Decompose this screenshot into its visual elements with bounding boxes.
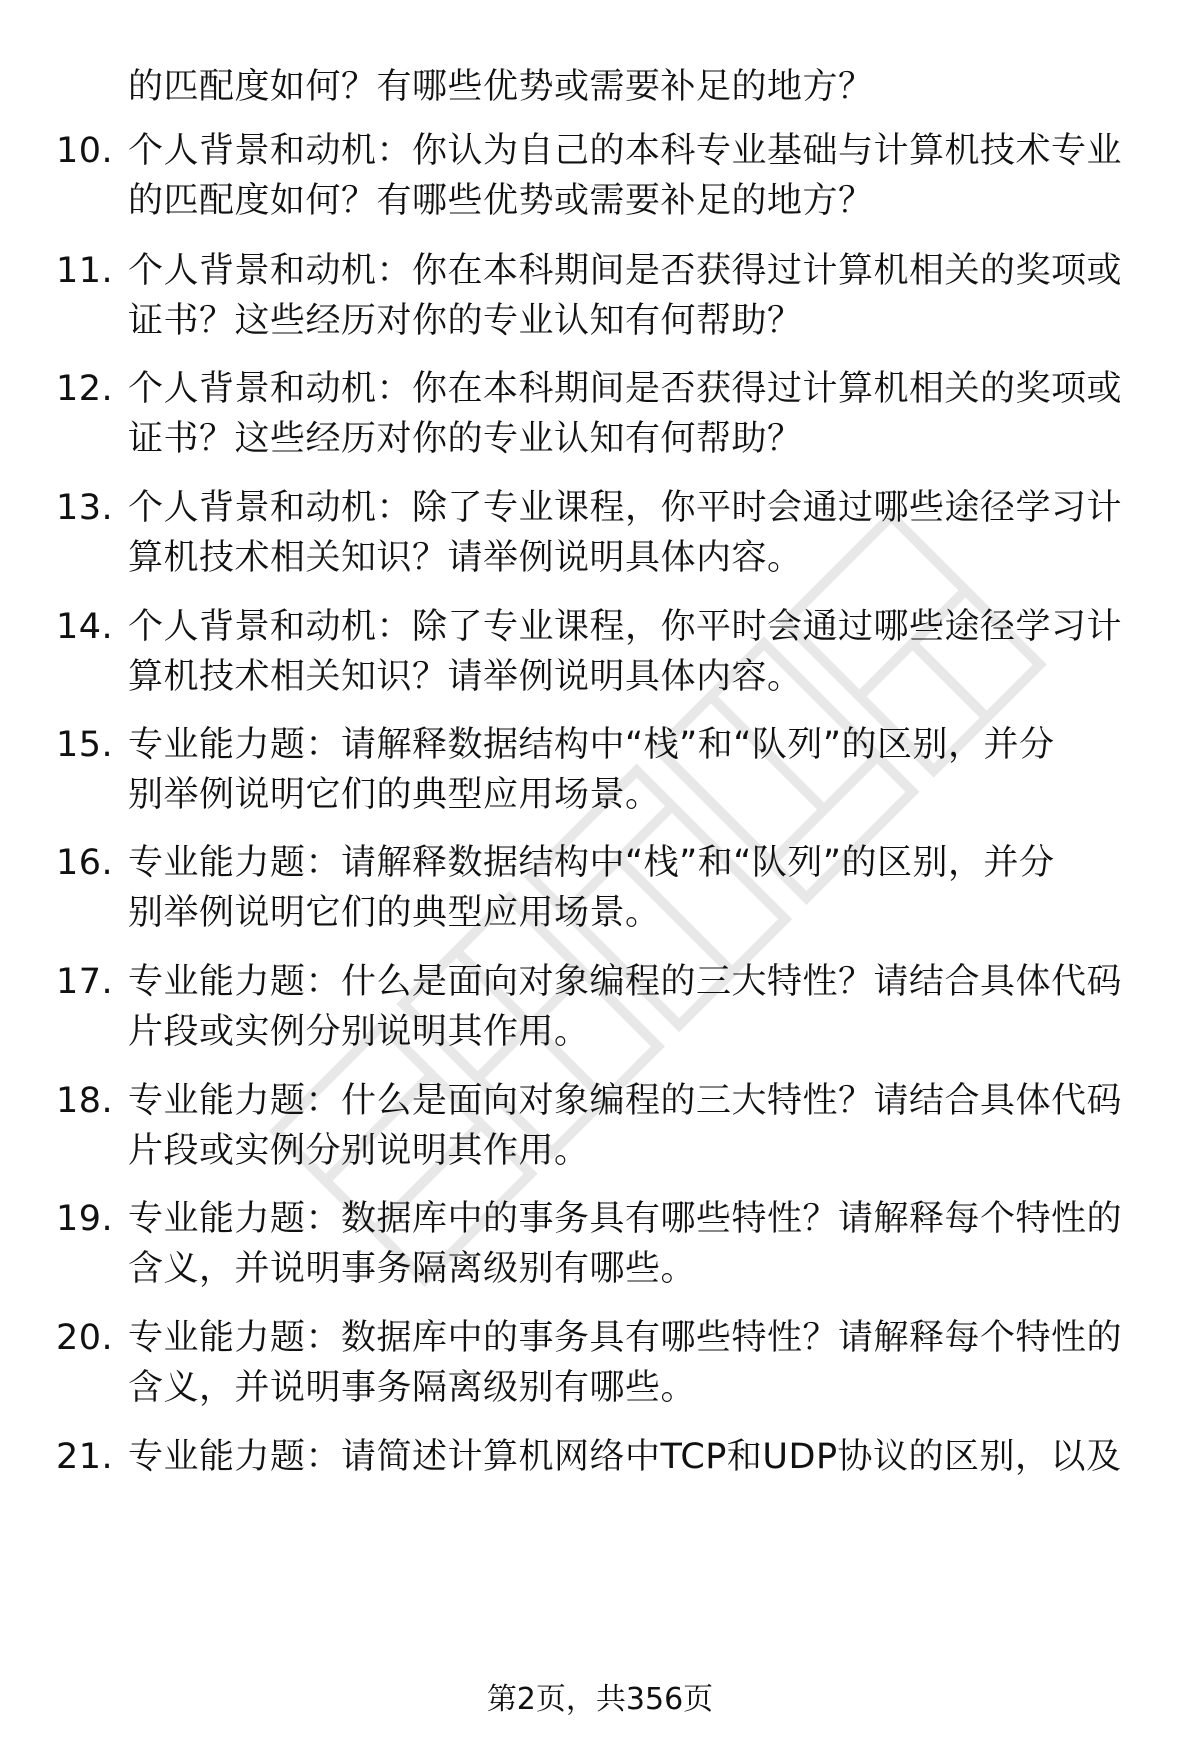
- item-line-1: 专业能力题：什么是面向对象编程的三大特性？请结合具体代码: [128, 962, 1123, 1002]
- item-line-1: 个人背景和动机：你在本科期间是否获得过计算机相关的奖项或: [128, 369, 1123, 409]
- item-line-2: 含义，并说明事务隔离级别有哪些。: [128, 1249, 697, 1289]
- item-line-2: 别举例说明它们的典型应用场景。: [128, 893, 661, 933]
- item-number: 16.: [56, 843, 114, 883]
- item-line-2: 算机技术相关知识？请举例说明具体内容。: [128, 657, 803, 697]
- item-line-2: 片段或实例分别说明其作用。: [128, 1012, 590, 1052]
- item-line-1: 个人背景和动机：除了专业课程，你平时会通过哪些途径学习计: [128, 488, 1123, 528]
- item-line-2: 证书？这些经历对你的专业认知有何帮助？: [128, 419, 803, 459]
- item-line-1: 的匹配度如何？有哪些优势或需要补足的地方？: [128, 67, 874, 107]
- item-line-1: 专业能力题：数据库中的事务具有哪些特性？请解释每个特性的: [128, 1199, 1123, 1239]
- item-line-1: 专业能力题：请解释数据结构中“栈”和“队列”的区别，并分: [128, 843, 1055, 883]
- item-line-1: 个人背景和动机：除了专业课程，你平时会通过哪些途径学习计: [128, 607, 1123, 647]
- item-line-2: 含义，并说明事务隔离级别有哪些。: [128, 1368, 697, 1408]
- item-line-1: 专业能力题：请解释数据结构中“栈”和“队列”的区别，并分: [128, 725, 1055, 765]
- item-line-1: 专业能力题：什么是面向对象编程的三大特性？请结合具体代码: [128, 1081, 1123, 1121]
- item-line-2: 证书？这些经历对你的专业认知有何帮助？: [128, 301, 803, 341]
- item-number: 17.: [56, 962, 114, 1002]
- item-number: 19.: [56, 1199, 114, 1239]
- item-number: 20.: [56, 1318, 114, 1358]
- item-line-2: 算机技术相关知识？请举例说明具体内容。: [128, 538, 803, 578]
- item-line-2: 片段或实例分别说明其作用。: [128, 1131, 590, 1171]
- item-line-1: 个人背景和动机：你在本科期间是否获得过计算机相关的奖项或: [128, 251, 1123, 291]
- item-line-1: 个人背景和动机：你认为自己的本科专业基础与计算机技术专业: [128, 131, 1123, 171]
- item-number: 21.: [56, 1437, 114, 1477]
- item-number: 18.: [56, 1081, 114, 1121]
- item-number: 15.: [56, 725, 114, 765]
- item-line-1: 专业能力题：数据库中的事务具有哪些特性？请解释每个特性的: [128, 1318, 1123, 1358]
- item-line-2: 的匹配度如何？有哪些优势或需要补足的地方？: [128, 181, 874, 221]
- item-number: 11.: [56, 251, 114, 291]
- item-number: 13.: [56, 488, 114, 528]
- item-number: 10.: [56, 131, 114, 171]
- item-line-1: 专业能力题：请简述计算机网络中TCP和UDP协议的区别，以及: [128, 1437, 1122, 1477]
- item-line-2: 别举例说明它们的典型应用场景。: [128, 775, 661, 815]
- page-footer: 第2页，共356页: [486, 1682, 714, 1717]
- item-number: 12.: [56, 369, 114, 409]
- item-number: 14.: [56, 607, 114, 647]
